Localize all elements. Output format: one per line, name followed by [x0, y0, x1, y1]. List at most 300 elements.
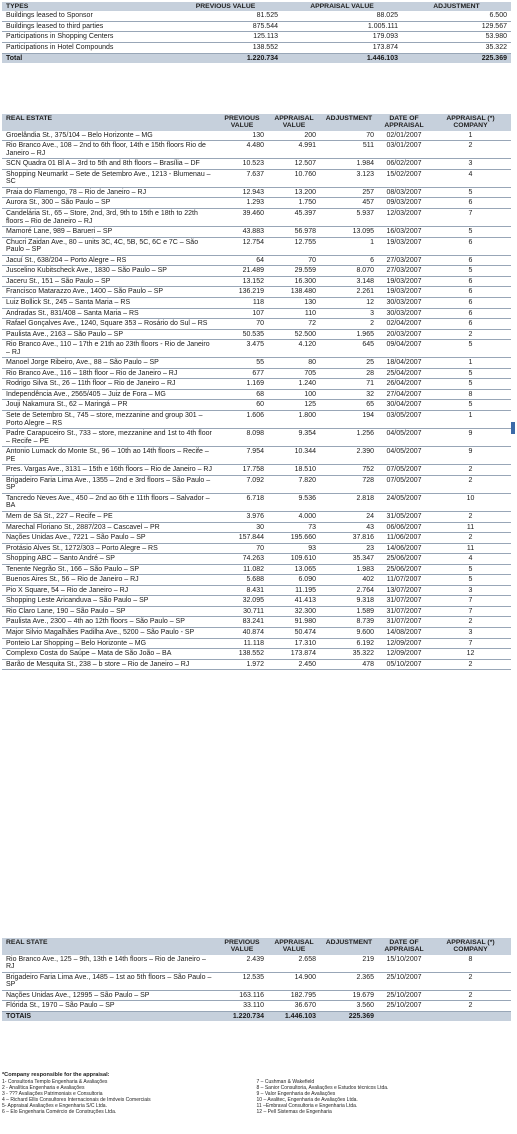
value-cell: 9 — [430, 447, 511, 465]
total-cell: Total — [2, 53, 169, 63]
value-cell: 03/01/2007 — [378, 141, 430, 159]
value-cell: 179.093 — [282, 32, 402, 43]
footnote-item: 6 – Elo Engenharia Comércio de Construções Ltda. — [2, 1109, 117, 1116]
value-cell: 70 — [268, 255, 320, 266]
table-row — [2, 198, 511, 209]
property-cell: Juscelino Kubitscheck Ave., 1830 – São Paulo – SP — [2, 266, 216, 277]
value-cell: 43.883 — [216, 227, 268, 238]
total-cell — [378, 1011, 430, 1021]
value-cell: 6 — [430, 255, 511, 266]
table-row — [2, 255, 511, 266]
table-row — [2, 972, 511, 990]
property-cell: Rafael Gonçalves Ave., 1240, Square 353 – Rosário do Sul – RS — [2, 319, 216, 330]
property-cell: Francisco Matarazzo Ave., 1400 – São Paulo – SP — [2, 287, 216, 298]
footnote-item: 8 – Sanior Consultoria, Avaliações e Estudos técnicos Ltda. — [256, 1084, 389, 1091]
value-cell: 11.118 — [216, 638, 268, 649]
table-row — [2, 533, 511, 544]
table-row — [2, 606, 511, 617]
value-cell: 129.567 — [402, 21, 511, 32]
value-cell: 8.431 — [216, 585, 268, 596]
table-row — [2, 554, 511, 565]
value-cell: 5 — [430, 379, 511, 390]
value-cell: 31/07/2007 — [378, 617, 430, 628]
value-cell: 257 — [320, 187, 378, 198]
property-cell: Pio X Square, 54 – Rio de Janeiro – RJ — [2, 585, 216, 596]
value-cell: 5 — [430, 564, 511, 575]
value-cell: 1 — [430, 358, 511, 369]
value-cell: 645 — [320, 340, 378, 358]
value-cell: 9.536 — [268, 493, 320, 511]
value-cell: 219 — [320, 955, 378, 973]
value-cell: 200 — [268, 131, 320, 141]
table-row — [2, 410, 511, 428]
value-cell: 4 — [430, 554, 511, 565]
value-cell: 5 — [430, 266, 511, 277]
column-header: TYPES — [2, 2, 169, 11]
types-header-row — [2, 2, 511, 11]
total-cell: 1.446.103 — [282, 53, 402, 63]
value-cell: 478 — [320, 659, 378, 670]
value-cell: 6.192 — [320, 638, 378, 649]
table-row — [2, 287, 511, 298]
value-cell: 1 — [320, 237, 378, 255]
value-cell: 17.758 — [216, 465, 268, 476]
property-cell: Candelária St., 65 – Store, 2nd, 3rd, 9th to 15th e 18th to 22th floors – Rio de Janeiro – RJ — [2, 209, 216, 227]
table-row — [2, 329, 511, 340]
value-cell: 12.535 — [216, 972, 268, 990]
value-cell: 7 — [430, 209, 511, 227]
property-cell: Nações Unidas Ave., 7221 – São Paulo – SP — [2, 533, 216, 544]
value-cell: 13.095 — [320, 227, 378, 238]
value-cell: 3 — [430, 159, 511, 170]
value-cell: 08/03/2007 — [378, 187, 430, 198]
value-cell: 5 — [430, 340, 511, 358]
value-cell: 39.460 — [216, 209, 268, 227]
value-cell: 21.489 — [216, 266, 268, 277]
value-cell: 1.750 — [268, 198, 320, 209]
value-cell: 30/04/2007 — [378, 400, 430, 411]
column-header: APPRAISAL VALUE — [268, 114, 320, 131]
value-cell: 4.480 — [216, 141, 268, 159]
value-cell: 88.025 — [282, 11, 402, 21]
value-cell: 107 — [216, 308, 268, 319]
table-row — [2, 990, 511, 1001]
table-row — [2, 358, 511, 369]
footnote-item: 3 - ??? Avaliações Patrimoniais e Consultoria — [2, 1091, 103, 1097]
property-cell: Participations in Shopping Centers — [2, 32, 169, 43]
table-row — [2, 575, 511, 586]
footnote-title: *Company responsible for the appraisal: — [2, 1072, 110, 1078]
value-cell: 2.439 — [216, 955, 268, 973]
value-cell: 65 — [320, 400, 378, 411]
value-cell: 7.637 — [216, 169, 268, 187]
value-cell: 16/03/2007 — [378, 227, 430, 238]
value-cell: 100 — [268, 389, 320, 400]
value-cell: 19/03/2007 — [378, 276, 430, 287]
value-cell: 19/03/2007 — [378, 237, 430, 255]
value-cell: 02/04/2007 — [378, 319, 430, 330]
table-row — [2, 11, 511, 21]
property-cell: Pres. Vargas Ave., 3131 – 15th e 16th floors – Rio de Janeiro – RJ — [2, 465, 216, 476]
table-row — [2, 659, 511, 670]
value-cell: 15/02/2007 — [378, 169, 430, 187]
value-cell: 60 — [216, 400, 268, 411]
property-cell: Nações Unidas Ave., 12995 – São Paulo – SP — [2, 990, 216, 1001]
property-cell: Buenos Aires St., 56 – Rio de Janeiro – RJ — [2, 575, 216, 586]
column-header: REAL STATE — [2, 938, 216, 955]
value-cell: 11 — [430, 543, 511, 554]
value-cell: 3.123 — [320, 169, 378, 187]
column-header: PREVIOUS VALUE — [169, 2, 282, 11]
value-cell: 32.300 — [268, 606, 320, 617]
value-cell: 72 — [268, 319, 320, 330]
value-cell: 12.507 — [268, 159, 320, 170]
table-row — [2, 340, 511, 358]
value-cell: 11 — [430, 522, 511, 533]
value-cell: 2.365 — [320, 972, 378, 990]
value-cell: 14/06/2007 — [378, 543, 430, 554]
property-cell: Andradas St., 831/408 – Santa Maria – RS — [2, 308, 216, 319]
total-cell — [430, 1011, 511, 1021]
value-cell: 1.005.111 — [282, 21, 402, 32]
column-header: APPRAISAL (*) COMPANY — [430, 114, 511, 131]
value-cell: 07/05/2007 — [378, 465, 430, 476]
value-cell: 10.760 — [268, 169, 320, 187]
value-cell: 1.972 — [216, 659, 268, 670]
total-row — [2, 1011, 511, 1021]
footnote-left-column — [2, 1079, 257, 1116]
table-row — [2, 319, 511, 330]
column-header: APPRAISAL VALUE — [268, 938, 320, 955]
value-cell: 9.600 — [320, 628, 378, 639]
value-cell: 25/10/2007 — [378, 972, 430, 990]
value-cell: 32 — [320, 389, 378, 400]
value-cell: 195.660 — [268, 533, 320, 544]
column-header: PREVIOUS VALUE — [216, 114, 268, 131]
value-cell: 09/03/2007 — [378, 198, 430, 209]
property-cell: Brigadeiro Faria Lima Ave., 1355 – 2nd e 3rd floors – São Paulo – SP — [2, 475, 216, 493]
value-cell: 12.754 — [216, 237, 268, 255]
value-cell: 27/03/2007 — [378, 266, 430, 277]
property-cell: Tancredo Neves Ave., 450 – 2nd ao 6th e 11th floors – Salvador – BA — [2, 493, 216, 511]
value-cell: 3 — [320, 308, 378, 319]
value-cell: 70 — [320, 131, 378, 141]
value-cell: 3.148 — [320, 276, 378, 287]
value-cell: 35.347 — [320, 554, 378, 565]
value-cell: 6 — [430, 308, 511, 319]
value-cell: 30/03/2007 — [378, 297, 430, 308]
table-row — [2, 585, 511, 596]
value-cell: 13.200 — [268, 187, 320, 198]
property-cell: Shopping Neumarkt – Sete de Setembro Ave., 1213 - Blumenau – SC — [2, 169, 216, 187]
table-row — [2, 187, 511, 198]
table-row — [2, 32, 511, 43]
value-cell: 17.310 — [268, 638, 320, 649]
value-cell: 2 — [430, 141, 511, 159]
value-cell: 7 — [430, 638, 511, 649]
property-cell: Buildings leased to third parties — [2, 21, 169, 32]
value-cell: 25/10/2007 — [378, 990, 430, 1001]
property-cell: Brigadeiro Faria Lima Ave., 1485 – 1st ao 5th floors – São Paulo – SP — [2, 972, 216, 990]
value-cell: 130 — [216, 131, 268, 141]
footnote-item: 2 - Analítica Engenharia e Avaliações — [2, 1084, 85, 1091]
value-cell: 64 — [216, 255, 268, 266]
value-cell: 1.800 — [268, 410, 320, 428]
property-cell: Chucri Zaidan Ave., 80 – units 3C, 4C, 5B, 5C, 6C e 7C – São Paulo – SP — [2, 237, 216, 255]
value-cell: 07/05/2007 — [378, 475, 430, 493]
property-cell: Protásio Alves St., 1272/303 – Porto Alegre – RS — [2, 543, 216, 554]
value-cell: 1.589 — [320, 606, 378, 617]
property-cell: Shopping ABC – Santo André – SP — [2, 554, 216, 565]
value-cell: 138.480 — [268, 287, 320, 298]
property-cell: Praia do Flamengo, 78 – Rio de Janeiro – RJ — [2, 187, 216, 198]
value-cell: 173.874 — [282, 42, 402, 53]
value-cell: 5 — [430, 575, 511, 586]
table-row — [2, 141, 511, 159]
value-cell: 12.755 — [268, 237, 320, 255]
value-cell: 70 — [216, 543, 268, 554]
value-cell: 1.606 — [216, 410, 268, 428]
property-cell: Sete de Setembro St., 745 – store, mezzanine and group 301 – Porto Alegre – RS — [2, 410, 216, 428]
table-row — [2, 493, 511, 511]
value-cell: 31/07/2007 — [378, 606, 430, 617]
table-row — [2, 447, 511, 465]
value-cell: 36.670 — [268, 1001, 320, 1012]
value-cell: 8 — [430, 955, 511, 973]
value-cell: 30/03/2007 — [378, 308, 430, 319]
property-cell: Mem de Sá St., 227 – Recife – PE — [2, 511, 216, 522]
value-cell: 28 — [320, 368, 378, 379]
value-cell: 5 — [430, 227, 511, 238]
value-cell: 80 — [268, 358, 320, 369]
value-cell: 118 — [216, 297, 268, 308]
value-cell: 93 — [268, 543, 320, 554]
value-cell: 2.390 — [320, 447, 378, 465]
value-cell: 9.318 — [320, 596, 378, 607]
value-cell: 53.980 — [402, 32, 511, 43]
value-cell: 1.169 — [216, 379, 268, 390]
column-header: ADJUSTMENT — [320, 114, 378, 131]
value-cell: 11/06/2007 — [378, 533, 430, 544]
value-cell: 5.688 — [216, 575, 268, 586]
value-cell: 16.300 — [268, 276, 320, 287]
value-cell: 5.937 — [320, 209, 378, 227]
footnote-item: 10 – Avalitec, Engenharia de Avaliações Ltda. — [256, 1097, 358, 1104]
property-cell: Groelândia St., 375/104 – Belo Horizonte – MG — [2, 131, 216, 141]
value-cell: 8.098 — [216, 429, 268, 447]
value-cell: 1.240 — [268, 379, 320, 390]
table-row — [2, 21, 511, 32]
value-cell: 12/09/2007 — [378, 649, 430, 660]
table-row — [2, 955, 511, 973]
value-cell: 24/05/2007 — [378, 493, 430, 511]
value-cell: 74.263 — [216, 554, 268, 565]
value-cell: 35.322 — [320, 649, 378, 660]
value-cell: 6.090 — [268, 575, 320, 586]
value-cell: 04/05/2007 — [378, 429, 430, 447]
property-cell: Rodrigo Silva St., 26 – 11th floor – Rio de Janeiro – RJ — [2, 379, 216, 390]
value-cell: 173.874 — [268, 649, 320, 660]
value-cell: 7 — [430, 606, 511, 617]
property-cell: Padre Carapuceiro St., 733 – store, mezzanine and 1st to 4th floor – Recife – PE — [2, 429, 216, 447]
value-cell: 457 — [320, 198, 378, 209]
footnote-item: 4 – Richard Ellis Consultores Internacionais de Imóveis Comerciais — [2, 1097, 151, 1104]
value-cell: 2 — [430, 659, 511, 670]
value-cell: 2 — [430, 972, 511, 990]
total-cell: 225.369 — [320, 1011, 378, 1021]
value-cell: 6 — [430, 297, 511, 308]
value-cell: 194 — [320, 410, 378, 428]
property-cell: Barão de Mesquita St., 238 – b store – Rio de Janeiro – RJ — [2, 659, 216, 670]
table-row — [2, 649, 511, 660]
value-cell: 705 — [268, 368, 320, 379]
value-cell: 1.983 — [320, 564, 378, 575]
value-cell: 875.544 — [169, 21, 282, 32]
value-cell: 11.195 — [268, 585, 320, 596]
value-cell: 157.844 — [216, 533, 268, 544]
value-cell: 68 — [216, 389, 268, 400]
value-cell: 45.397 — [268, 209, 320, 227]
value-cell: 2 — [430, 617, 511, 628]
property-cell: Shopping Leste Aricanduva – São Paulo – SP — [2, 596, 216, 607]
value-cell: 81.525 — [169, 11, 282, 21]
value-cell: 3.560 — [320, 1001, 378, 1012]
table-row — [2, 227, 511, 238]
table-row — [2, 617, 511, 628]
property-cell: Tenente Negrão St., 166 – São Paulo – SP — [2, 564, 216, 575]
column-header: ADJUSTMENT — [402, 2, 511, 11]
value-cell: 10 — [430, 493, 511, 511]
value-cell: 7 — [430, 596, 511, 607]
value-cell: 2.764 — [320, 585, 378, 596]
value-cell: 9.354 — [268, 429, 320, 447]
table-row — [2, 131, 511, 141]
property-cell: Paulista Ave., 2163 – São Paulo – SP — [2, 329, 216, 340]
page-edge-marker — [511, 422, 515, 434]
value-cell: 91.980 — [268, 617, 320, 628]
value-cell: 1 — [430, 131, 511, 141]
value-cell: 4 — [430, 169, 511, 187]
value-cell: 7.092 — [216, 475, 268, 493]
value-cell: 52.500 — [268, 329, 320, 340]
footnote-item: 5- Appraisal Avaliações e Engenharia S/C Ltda. — [2, 1103, 107, 1110]
property-cell: Rio Claro Lane, 190 – São Paulo – SP — [2, 606, 216, 617]
table-row — [2, 543, 511, 554]
table-row — [2, 266, 511, 277]
value-cell: 1.256 — [320, 429, 378, 447]
column-header: DATE OF APPRAISAL — [378, 114, 430, 131]
table-row — [2, 400, 511, 411]
total-cell: 1.220.734 — [216, 1011, 268, 1021]
table-row — [2, 564, 511, 575]
value-cell: 35.322 — [402, 42, 511, 53]
value-cell: 7.954 — [216, 447, 268, 465]
table-row — [2, 511, 511, 522]
footnote-item: 11 –Embraval Consultoria e Engenharia Ltda. — [256, 1103, 358, 1110]
value-cell: 125 — [268, 400, 320, 411]
property-cell: Buildings leased to Sponsor — [2, 11, 169, 21]
value-cell: 2 — [430, 475, 511, 493]
value-cell: 31/05/2007 — [378, 511, 430, 522]
value-cell: 09/04/2007 — [378, 340, 430, 358]
value-cell: 06/06/2007 — [378, 522, 430, 533]
property-cell: Jacuí St., 638/204 – Porto Alegre – RS — [2, 255, 216, 266]
value-cell: 02/01/2007 — [378, 131, 430, 141]
value-cell: 2 — [320, 319, 378, 330]
table-row — [2, 628, 511, 639]
value-cell: 40.874 — [216, 628, 268, 639]
types-table — [2, 2, 511, 63]
column-header: APPRAISAL VALUE — [282, 2, 402, 11]
value-cell: 05/10/2007 — [378, 659, 430, 670]
property-cell: Antonio Lumack do Monte St., 96 – 10th ao 14th floors – Recife – PE — [2, 447, 216, 465]
value-cell: 25/06/2007 — [378, 554, 430, 565]
value-cell: 402 — [320, 575, 378, 586]
total-cell: 1.446.103 — [268, 1011, 320, 1021]
value-cell: 6 — [430, 198, 511, 209]
value-cell: 10.523 — [216, 159, 268, 170]
value-cell: 6 — [430, 276, 511, 287]
property-cell: Luiz Bollick St., 245 – Santa Maria – RS — [2, 297, 216, 308]
total-cell: TOTAIS — [2, 1011, 216, 1021]
value-cell: 677 — [216, 368, 268, 379]
property-cell: Mamoré Lane, 989 – Barueri – SP — [2, 227, 216, 238]
value-cell: 109.610 — [268, 554, 320, 565]
table-row — [2, 276, 511, 287]
value-cell: 138.552 — [216, 649, 268, 660]
value-cell: 25 — [320, 358, 378, 369]
value-cell: 6 — [430, 319, 511, 330]
table-row — [2, 308, 511, 319]
value-cell: 26/04/2007 — [378, 379, 430, 390]
table-row — [2, 42, 511, 53]
value-cell: 2 — [430, 465, 511, 476]
value-cell: 8.739 — [320, 617, 378, 628]
value-cell: 1 — [430, 410, 511, 428]
value-cell: 1.965 — [320, 329, 378, 340]
table-row — [2, 429, 511, 447]
value-cell: 2 — [430, 511, 511, 522]
table-row — [2, 389, 511, 400]
value-cell: 19.679 — [320, 990, 378, 1001]
value-cell: 13.065 — [268, 564, 320, 575]
value-cell: 6.500 — [402, 11, 511, 21]
value-cell: 4.000 — [268, 511, 320, 522]
value-cell: 03/05/2007 — [378, 410, 430, 428]
table-row — [2, 169, 511, 187]
real-estate-table — [2, 114, 511, 670]
footnote-item: 1- Consultoria Templo Engenharia & Avaliações — [2, 1078, 108, 1085]
value-cell: 10.344 — [268, 447, 320, 465]
value-cell: 30 — [216, 522, 268, 533]
value-cell: 3.475 — [216, 340, 268, 358]
value-cell: 7.820 — [268, 475, 320, 493]
table-row — [2, 368, 511, 379]
value-cell: 2.261 — [320, 287, 378, 298]
value-cell: 50.535 — [216, 329, 268, 340]
value-cell: 31/07/2007 — [378, 596, 430, 607]
value-cell: 2.818 — [320, 493, 378, 511]
table-row — [2, 209, 511, 227]
value-cell: 12/09/2007 — [378, 638, 430, 649]
table-row — [2, 596, 511, 607]
footnote-item: 12 – Pell Sistemas de Engenharia — [256, 1109, 332, 1116]
property-cell: Independência Ave., 2565/405 – Juiz de Fora – MG — [2, 389, 216, 400]
value-cell: 25/06/2007 — [378, 564, 430, 575]
value-cell: 41.413 — [268, 596, 320, 607]
property-cell: Jouji Nakamura St., 62 – Maringá – PR — [2, 400, 216, 411]
value-cell: 56.978 — [268, 227, 320, 238]
